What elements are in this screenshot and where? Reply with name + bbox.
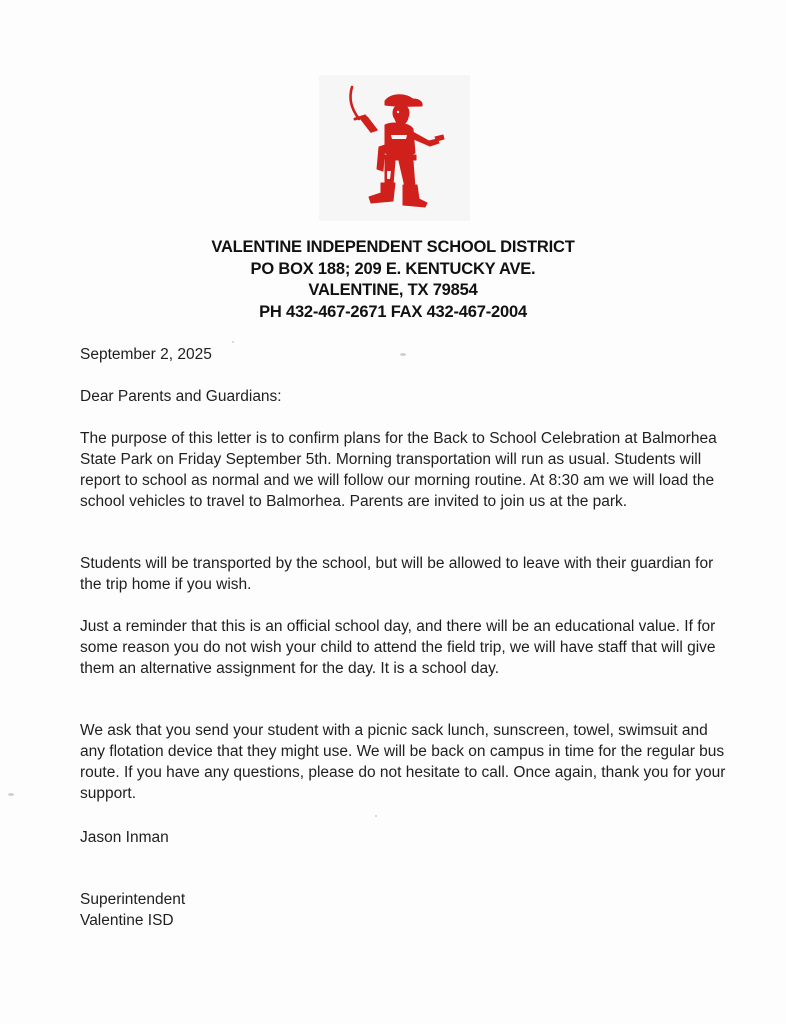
scan-speck (232, 341, 234, 343)
letter-paragraph: Just a reminder that this is an official school day, and there will be an educational value. If for some reason you do not wish your child to attend the field trip, we will have staff that will give them an alternative assignment for the day. It is a school day. (80, 618, 716, 677)
letter-date: September 2, 2025 (80, 346, 212, 363)
scan-speck (400, 353, 406, 356)
letter-salutation: Dear Parents and Guardians: (80, 388, 282, 405)
district-city: VALENTINE, TX 79854 (308, 281, 478, 299)
district-phone-fax: PH 432-467-2671 FAX 432-467-2004 (259, 302, 527, 321)
scan-speck (8, 793, 14, 796)
district-logo (319, 75, 470, 221)
signer-title: Superintendent (80, 891, 186, 908)
district-address: PO BOX 188; 209 E. KENTUCKY AVE. (250, 259, 536, 278)
scan-speck (375, 815, 377, 817)
letterhead (0, 237, 786, 323)
pirate-mascot-icon (319, 75, 470, 221)
district-name: VALENTINE INDEPENDENT SCHOOL DISTRICT (211, 238, 575, 256)
signer-organization: Valentine ISD (80, 912, 174, 929)
signature-block (80, 889, 730, 931)
letter-paragraph: The purpose of this letter is to confirm plans for the Back to School Celebration at Balmorhea State Park on Friday September 5th. Morning transportation will run as usual. Students will report to school as normal and we will follow our morning routine. At 8:30 am we will load the school vehicles to travel to Balmorhea. Parents are invited to join us at the park. (80, 430, 717, 510)
letter-paragraph: We ask that you send your student with a picnic sack lunch, sunscreen, towel, swimsuit and any flotation device that they might use. We will be back on campus in time for the regular bus route. If you have any questions, please do not hesitate to call. Once again, thank you for your support. (80, 722, 726, 802)
letter-paragraph: Students will be transported by the school, but will be allowed to leave with their guardian for the trip home if you wish. (80, 555, 714, 593)
signer-name: Jason Inman (80, 829, 169, 846)
